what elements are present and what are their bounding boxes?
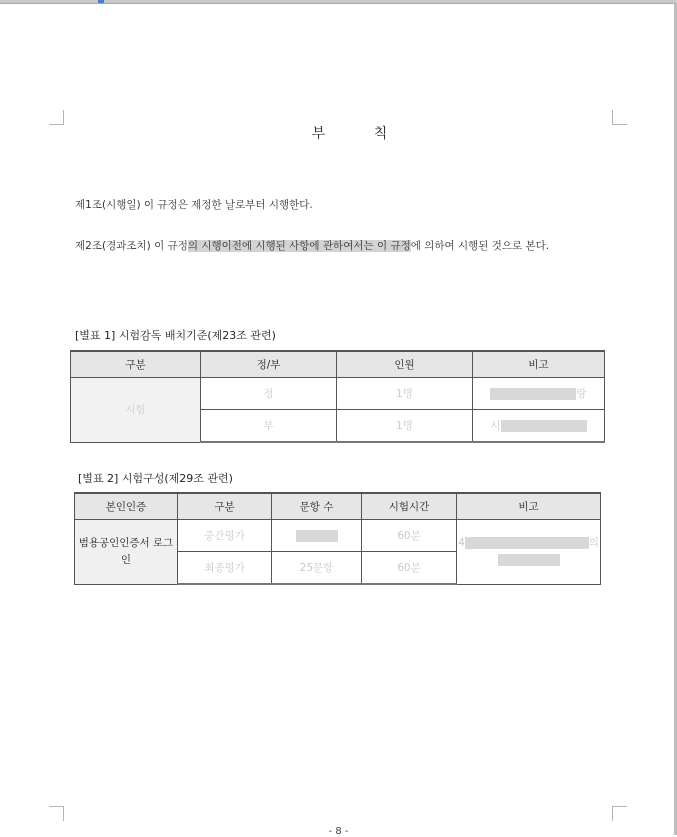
margin-corner-bottom-left: [49, 806, 64, 821]
table1-caption: [별표 1] 시험감독 배치기준(제23조 관련): [75, 329, 276, 342]
note-cell: [473, 378, 605, 410]
article-1: 제1조(시행일) 이 규정은 제정한 날로부터 시행한다.: [75, 199, 313, 211]
exam-composition-table: [74, 492, 601, 585]
table-header: 문항 수: [272, 493, 362, 520]
table-row: [71, 378, 605, 410]
time-cell: 60분: [362, 552, 457, 585]
table-header: 비고: [473, 351, 605, 378]
note-line: [458, 535, 599, 552]
questions-cell: [272, 520, 362, 552]
table2-caption: [별표 2] 시험구성(제29조 관련): [78, 472, 233, 485]
time-cell: 60분: [362, 520, 457, 552]
article-2-highlight: 의 시행이전에 시행된 사항에 관하여서는 이 규정: [187, 240, 411, 252]
redacted-block: [501, 420, 587, 432]
note-text: 랑: [576, 388, 587, 400]
page-number: - 8 -: [328, 826, 349, 837]
redacted-block: [498, 554, 560, 566]
note-cell: [457, 520, 601, 585]
questions-cell: 25문항: [272, 552, 362, 585]
redacted-block: [490, 388, 576, 400]
table-header: 비고: [457, 493, 601, 520]
redacted-block: [465, 537, 589, 549]
table-header-row: [75, 493, 601, 520]
auth-method-cell: 범용공인인증서 로그인: [75, 520, 178, 585]
table-row: [75, 520, 601, 552]
note-text: 시: [490, 420, 501, 432]
table-header: 인원: [337, 351, 473, 378]
table-header: 정/부: [201, 351, 337, 378]
type-cell: 중간평가: [178, 520, 272, 552]
note-text: 4: [458, 536, 465, 549]
article-2-start: 제2조(경과조치) 이 규정: [75, 240, 188, 252]
role-cell: 부: [201, 410, 337, 443]
redacted-block: [296, 530, 338, 542]
count-cell: 1명: [337, 410, 473, 443]
page-title: 부 칙: [311, 126, 410, 142]
margin-corner-bottom-right: [612, 806, 627, 821]
supervision-table: [70, 350, 605, 443]
row-label: 시험: [71, 378, 201, 443]
article-2: [63, 236, 615, 257]
top-ruler: [0, 0, 677, 4]
role-cell: 정: [201, 378, 337, 410]
table-header-row: [71, 351, 605, 378]
table-header: 구분: [71, 351, 201, 378]
table-header: 본인인증: [75, 493, 178, 520]
type-cell: 최종평가: [178, 552, 272, 585]
note-cell: [473, 410, 605, 443]
count-cell: 1명: [337, 378, 473, 410]
note-text: 의: [588, 536, 599, 549]
table-header: 구분: [178, 493, 272, 520]
ruler-indent-marker[interactable]: [98, 0, 104, 3]
table-header: 시험시간: [362, 493, 457, 520]
article-2-end: 에 의하여 시행된 것으로 본다.: [410, 240, 550, 252]
note-line: [458, 552, 599, 569]
